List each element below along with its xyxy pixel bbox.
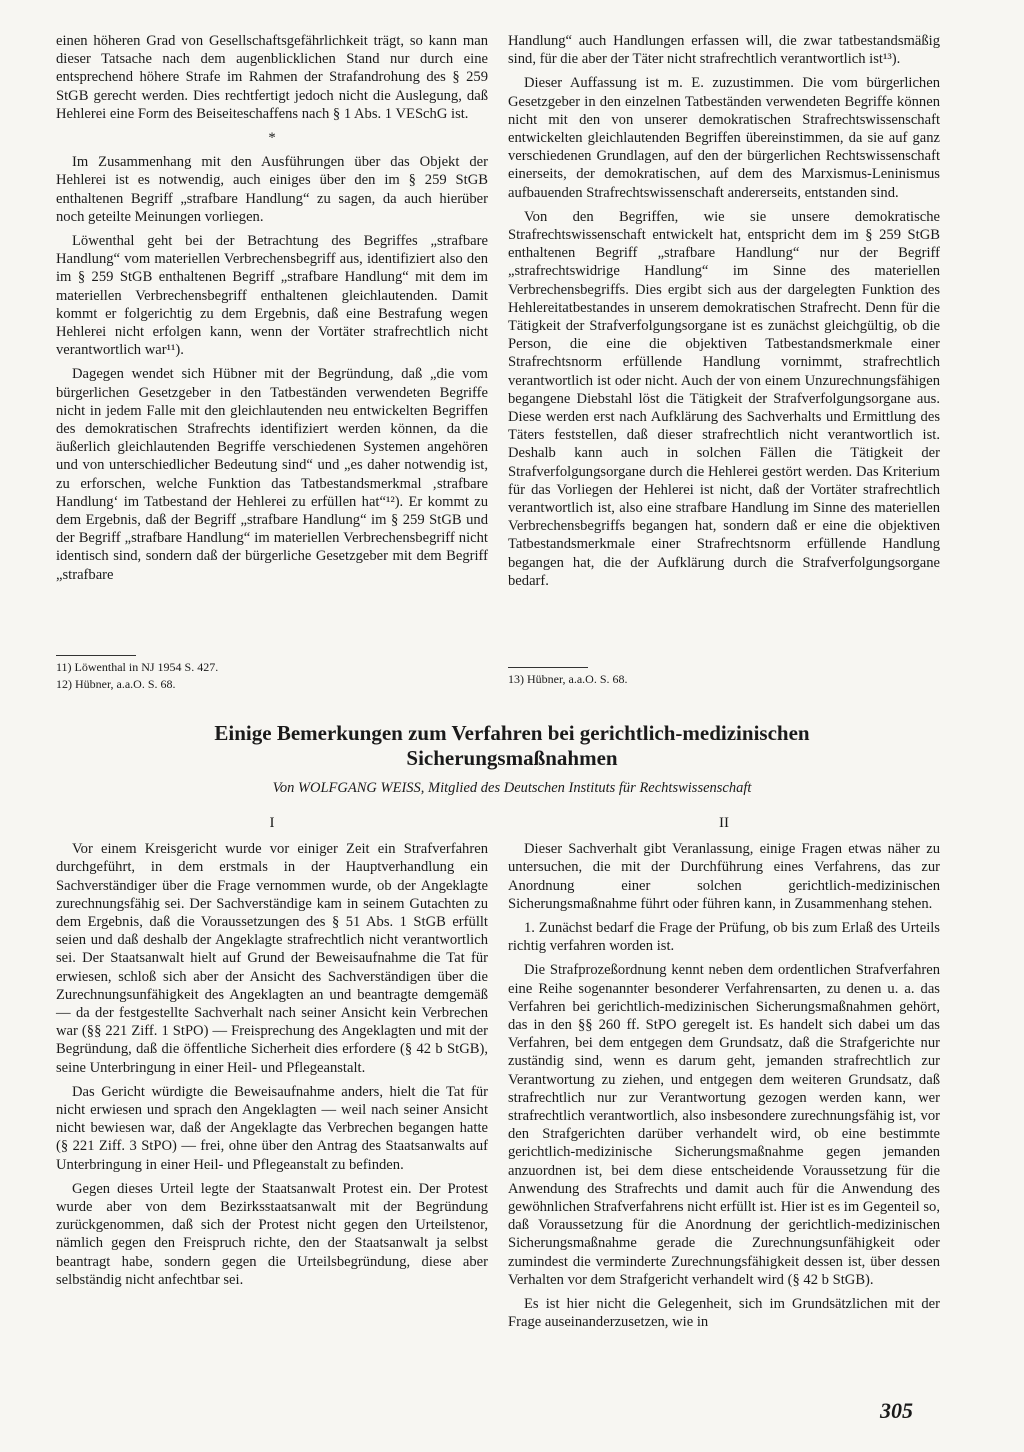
footnotes-left <box>56 655 488 694</box>
footnote-rule <box>56 655 136 656</box>
paragraph: Das Gericht würdigte die Beweisaufnahme anders, hielt die Tat für nicht erwiesen und sprach den Angeklagten — weil nach seiner Ansicht nicht bewiesen war, daß der Angeklagte das Verbrechen begangen hatte (§ 221 Ziff. 3 StPO) — frei, ohne über den Antrag des Staatsanwalts auf Unterbringung in einer Heil- und Pflegeanstalt zu befinden. <box>56 1083 488 1173</box>
footnote: 11) Löwenthal in NJ 1954 S. 427. <box>56 660 219 674</box>
paragraph: Dieser Auffassung ist m. E. zuzustimmen. Die vom bürgerlichen Gesetzgeber in den einzelnen Tatbeständen verwendeten Begriffe können nicht mit den von unserer demokratischen Strafrechtswissenschaft entwickelten gleichlautenden Begriffen übereinstimmen, da sie auf ganz verschiedenen Grundlagen, auf den der bürgerlichen Rechtswissenschaft einerseits, der demokratischen, auf dem des Marxismus-Leninismus aufbauenden Strafrechtswissenschaft andererseits, entstanden sind. <box>508 75 940 201</box>
paragraph: Es ist hier nicht die Gelegenheit, sich im Grundsätzlichen mit der Frage auseinanderzusetzen, wie in <box>508 1296 940 1331</box>
paragraph: Dieser Sachverhalt gibt Veranlassung, einige Fragen etwas näher zu untersuchen, die mit der Durchführung eines Verfahrens, das zur Anordnung einer solchen gerichtlich-medizinischen Sicherungsmaßnahme führt oder führen kann, in Zusammenhang stehen. <box>508 841 940 912</box>
footnote: 13) Hübner, a.a.O. S. 68. <box>508 672 628 686</box>
paragraph: Die Strafprozeßordnung kennt neben dem ordentlichen Strafverfahren eine Reihe sogenannter besonderer Verfahrensarten, zu denen u. a. das Verfahren bei gerichtlich-medizinischen Sicherungsmaßnahmen gehört, das in den §§ 260 ff. StPO geregelt ist. Es handelt sich dabei um das Verfahren, bei dem entgegen dem Grundsatz, daß die Strafgerichte nur zuständig sind, wenn es darum geht, jemanden strafrechtlich zur Verantwortung zu ziehen, und entgegen dem weiteren Grundsatz, daß strafrechtlich nur zur Verantwortung gezogen werden kann, wer strafrechtlich verantwortlich, also insbesondere zurechnungsfähig ist, vor den Strafgerichten darüber verhandelt wird, ob eine bestimmte gerichtlich-medizinische Sicherungsmaßnahme gegen jemanden anzuordnen ist, bei dem diese entscheidende Voraussetzung für die Anwendung des Strafrechts und damit auch für die Anwendung des gewöhnlichen Strafverfahrens nicht erfüllt ist. Hier ist es im Gegenteil so, daß Voraussetzung für die Anordnung der gerichtlich-medizinischen Sicherungsmaßnahme gerade die Zurechnungsunfähigkeit oder zumindest die verminderte Zurechnungsfähigkeit dessen ist, über dessen Verhalten vor dem Strafgericht verhandelt wird (§ 42 b StGB). <box>508 962 940 1288</box>
paragraph: Löwenthal geht bei der Betrachtung des Begriffes „strafbare Handlung“ vom materiellen Verbrechensbegriff aus, identifiziert also den im § 259 StGB enthaltenen Begriff „strafbare Handlung“ mit dem im materiellen Verbrechensbegriff enthaltenen gleichlautenden. Damit kommt er folgerichtig zu dem Ergebnis, daß eine Bestrafung wegen Hehlerei nicht erfolgen kann, wenn der Vortäter strafrechtlich nicht verantwortlich war¹¹). <box>56 233 488 359</box>
paragraph: Dagegen wendet sich Hübner mit der Begründung, daß „die vom bürgerlichen Gesetzgeber in den Tatbeständen verwendeten Begriffe nicht in jedem Falle mit den gleichlautenden neu entwickelten Begriffen des demokratischen Strafrechts identifiziert werden können, da die äußerlich gleichlautenden Begriffe verschiedenen Systemen angehören und von unterschiedlicher Bedeutung sind“ und „es daher notwendig ist, zu erforschen, welche Funktion das Tatbestandsmerkmal ‚strafbare Handlung‘ im Tatbestand der Hehlerei zu erfüllen hat“¹²). Er kommt zu dem Ergebnis, daß der Begriff „strafbare Handlung“ im § 259 StGB und der Begriff „strafbare Handlung“ im materiellen Verbrechensbegriff nicht identisch sind, sondern daß der bürgerliche Gesetzgeber mit dem Begriff „strafbare <box>56 366 488 583</box>
text-column-top-right <box>508 32 940 596</box>
footnote-rule <box>508 667 588 668</box>
paragraph: Von den Begriffen, wie sie unsere demokratische Strafrechtswissenschaft entwickelt hat, entspricht dem im § 259 StGB enthaltenen Begriff „strafbare Handlung“ nur der Begriff „strafrechtswidrige Handlung“ im Sinne des materiellen Verbrechensbegriffs. Dies ergibt sich aus der dargelegten Funktion des Hehlereitatbestandes in unserem demokratischen Strafrecht. Denn für die Tätigkeit der Strafverfolgungsorgane ist es zunächst gleichgültig, ob die Person, die eine die objektiven Tatbestandsmerkmale einer Strafrechtsnorm erfüllende Handlung vornimmt, strafrechtlich verantwortlich ist oder nicht. Auch der von einem Unzurechnungsfähigen begangene Diebstahl löst die Tätigkeit der Strafverfolgungsorgane aus. Diese werden erst nach Aufklärung des Sachverhalts und Ermittlung des Täters feststellen, daß dieser strafrechtlich nicht verantwortlich ist. Deshalb kann auch in solchen Fällen die Tätigkeit der Strafverfolgungsorgane durch die Hehlerei gestört werden. Das Kriterium für das Vorliegen der Hehlerei ist nicht, daß der Vortäter strafrechtlich verantwortlich ist, also eine strafbare Handlung im Sinne des materiellen Verbrechensbegriffs begangen hat, sondern daß er eine die objektiven Tatbestandsmerkmale einer Strafrechtsnorm erfüllende Handlung begangen hat, die der Aufklärung durch die Strafverfolgungsorgane bedarf. <box>508 208 940 589</box>
page-number: 305 <box>880 1398 913 1423</box>
article-byline: Von WOLFGANG WEISS, Mitglied des Deutschen Instituts für Rechtswissenschaft <box>272 780 752 796</box>
paragraph: Im Zusammenhang mit den Ausführungen über das Objekt der Hehlerei ist es notwendig, auch einiges über den im § 259 StGB enthaltenen Begriff „strafbare Handlung“ zu sagen, da auch hierüber noch geteilte Meinungen vorliegen. <box>56 154 488 225</box>
paragraph: einen höheren Grad von Gesellschaftsgefährlichkeit trägt, so kann man dieser Tatsache nach dem augenblicklichen Stand nur durch eine entsprechend höhere Strafe im Rahmen der Strafandrohung des § 259 StGB gerecht werden. Dies rechtfertigt jedoch nicht die Auslegung, daß Hehlerei eine Form des Beiseiteschaffens nach § 1 Abs. 1 VESchG ist. <box>56 33 488 122</box>
paragraph: Vor einem Kreisgericht wurde vor einiger Zeit ein Strafverfahren durchgeführt, in dem erstmals in der Hauptverhandlung ein Sachverständiger über die Frage vernommen wurde, ob der Angeklagte zurechnungsfähig sei. Der Sachverständige kam in seinem Gutachten zu dem Ergebnis, daß die Voraussetzungen des § 51 Abs. 1 StGB erfüllt seien und daß deshalb der Angeklagte strafrechtlich nicht verantwortlich sei. Der Staatsanwalt hielt auf Grund der Beweisaufnahme die Tat für erwiesen, schloß sich aber der Ansicht des Sachverständigen über die Zurechnungsunfähigkeit des Angeklagten an und beantragte demgemäß — da der festgestellte Sachverhalt nach seiner Ansicht kein Verbrechen war (§§ 221 Ziff. 1 StPO) — Freisprechung des Angeklagten und mit der Begründung, daß die öffentliche Sicherheit dies erfordere (§ 42 b StGB), seine Unterbringung in einer Heil- und Pflegeanstalt. <box>56 841 488 1076</box>
article-title-line: Sicherungsmaßnahmen <box>406 746 618 770</box>
paragraph: 1. Zunächst bedarf die Frage der Prüfung, ob bis zum Erlaß des Urteils richtig verfahren worden ist. <box>508 920 940 955</box>
footnotes-right <box>508 667 940 689</box>
article-title <box>80 721 944 771</box>
text-column-bottom-left <box>56 814 488 1295</box>
footnote: 12) Hübner, a.a.O. S. 68. <box>56 677 176 691</box>
section-heading: II <box>719 815 729 831</box>
text-column-top-left <box>56 32 488 590</box>
article-title-line: Einige Bemerkungen zum Verfahren bei gerichtlich-medizinischen <box>214 721 810 745</box>
section-heading: I <box>269 815 275 831</box>
paragraph: Handlung“ auch Handlungen erfassen will, die zwar tatbestandsmäßig sind, für die aber der Täter nicht strafrechtlich verantwortlich ist¹³). <box>508 33 940 68</box>
section-divider-star: * <box>268 130 276 147</box>
text-column-bottom-right <box>508 814 940 1337</box>
paragraph: Gegen dieses Urteil legte der Staatsanwalt Protest ein. Der Protest wurde aber von dem Bezirksstaatsanwalt mit der Begründung zurückgenommen, daß sich der Protest nicht gegen den Urteilstenor, nämlich gegen den Freispruch richte, den der Staatsanwalt ja selbst beantragt habe, sondern gegen die Urteilsbegründung, diese aber selbständig nicht anfechtbar sei. <box>56 1180 488 1288</box>
